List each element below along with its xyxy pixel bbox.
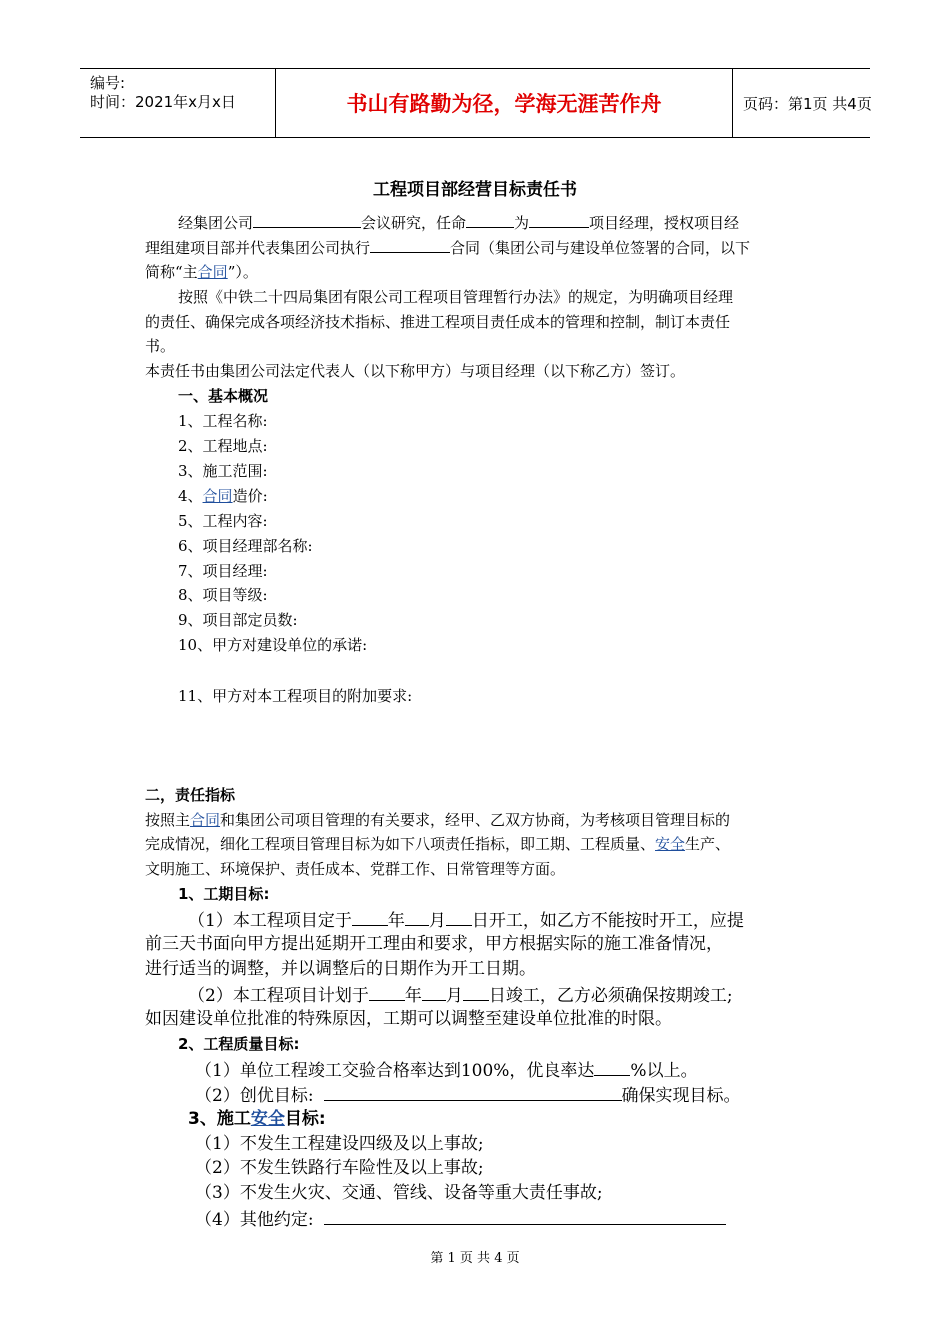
- page-header: [80, 68, 870, 138]
- document-title: 工程项目部经营目标责任书: [373, 180, 577, 200]
- section1-item: 3、施工范围:: [178, 462, 268, 480]
- blank-field[interactable]: [352, 908, 388, 926]
- safety-link[interactable]: 安全: [655, 835, 686, 853]
- section1-item: 10、甲方对建设单位的承诺:: [178, 636, 368, 654]
- quality-text: 确保实现目标。: [621, 1086, 741, 1106]
- blank-field[interactable]: [446, 908, 472, 926]
- quality-line-2: [195, 1083, 741, 1108]
- number-label: 编号:: [90, 74, 126, 92]
- blank-field[interactable]: [466, 212, 514, 228]
- section1-item: 7、项目经理:: [178, 562, 268, 580]
- schedule-line-2: 前三天书面向甲方提出延期开工理由和要求，甲方根据实际的施工准备情况，: [145, 934, 723, 954]
- blank-field[interactable]: [529, 212, 589, 228]
- blank-field[interactable]: [253, 212, 361, 228]
- quality-line-1: [195, 1058, 698, 1083]
- schedule-text: （2）本工程项目计划于: [188, 986, 369, 1006]
- blank-field[interactable]: [369, 983, 405, 1001]
- intro-line-3: [145, 262, 258, 282]
- intro-text: 为: [514, 214, 530, 232]
- schedule-text: 月: [428, 911, 446, 931]
- intro-p3: 本责任书由集团公司法定代表人（以下称甲方）与项目经理（以下称乙方）签订。: [145, 362, 686, 380]
- safety-text: 目标:: [284, 1109, 326, 1129]
- section2-line-1: [145, 810, 730, 830]
- safety-item: （1）不发生工程建设四级及以上事故;: [195, 1134, 484, 1154]
- schedule-text: 年: [387, 911, 405, 931]
- intro-text: 会议研究，任命: [361, 214, 467, 232]
- schedule-line-4: [188, 983, 733, 1008]
- quality-heading: 2、工程质量目标:: [178, 1035, 300, 1053]
- safety-item: （3）不发生火灾、交通、管线、设备等重大责任事故;: [195, 1183, 603, 1203]
- intro-line-2: [145, 237, 750, 258]
- section1-item: 1、工程名称:: [178, 412, 268, 430]
- intro-text: 项目经理，授权项目经: [589, 214, 740, 232]
- section2-text: 生产、: [685, 835, 731, 853]
- blank-field[interactable]: [422, 983, 446, 1001]
- section1-item: 5、工程内容:: [178, 512, 268, 530]
- section2-text: 按照主: [145, 811, 191, 829]
- time-label: 时间：2021年x月x日: [90, 93, 236, 111]
- contract-link[interactable]: 合同: [197, 263, 228, 281]
- intro-text: 理组建项目部并代表集团公司执行: [145, 239, 371, 257]
- safety-item-4: [195, 1207, 726, 1232]
- safety-item: （2）不发生铁路行车险性及以上事故;: [195, 1158, 484, 1178]
- section1-item: 11、甲方对本工程项目的附加要求:: [178, 687, 413, 705]
- quality-text: （2）创优目标:: [195, 1086, 314, 1106]
- intro-text: 简称“主: [145, 263, 198, 281]
- schedule-text: 日开工，如乙方不能按时开工，应提: [471, 911, 744, 931]
- item-text: 4、: [178, 487, 203, 505]
- safety-text: （4）其他约定:: [195, 1210, 314, 1230]
- schedule-line-3: 进行适当的调整，并以调整后的日期作为开工日期。: [145, 959, 536, 979]
- safety-heading: [188, 1108, 326, 1131]
- item-text: 造价:: [232, 487, 268, 505]
- blank-field[interactable]: [370, 237, 450, 253]
- contract-link[interactable]: 合同: [190, 811, 221, 829]
- section1-item: 2、工程地点:: [178, 437, 268, 455]
- section1-item-4: [178, 486, 268, 506]
- schedule-heading: 1、工期目标:: [178, 885, 270, 903]
- intro-p2-line-2: 的责任、确保完成各项经济技术指标、推进工程项目责任成本的管理和控制，制订本责任: [145, 313, 731, 331]
- blank-field[interactable]: [594, 1058, 630, 1076]
- section2-line-2: [145, 834, 730, 854]
- contract-link[interactable]: 合同: [202, 487, 233, 505]
- section1-heading: 一、基本概况: [178, 387, 269, 405]
- safety-link[interactable]: 安全: [250, 1109, 285, 1129]
- schedule-text: （1）本工程项目定于: [188, 911, 352, 931]
- page-footer: 第 1 页 共 4 页: [430, 1251, 520, 1266]
- section2-text: 完成情况，细化工程项目管理目标为如下八项责任指标，即工期、工程质量、: [145, 835, 656, 853]
- blank-field[interactable]: [324, 1083, 622, 1101]
- intro-text: 经集团公司: [178, 214, 254, 232]
- intro-p2-line-3: 书。: [145, 337, 176, 355]
- header-left-cell: [80, 69, 275, 137]
- section1-item: 9、项目部定员数:: [178, 611, 298, 629]
- quality-text: （1）单位工程竣工交验合格率达到100%，优良率达: [195, 1061, 595, 1081]
- intro-text: ”）。: [227, 263, 258, 281]
- blank-field[interactable]: [463, 983, 489, 1001]
- intro-p2-line-1: 按照《中铁二十四局集团有限公司工程项目管理暂行办法》的规定，为明确项目经理: [178, 288, 734, 306]
- blank-field[interactable]: [405, 908, 429, 926]
- section1-item: 6、项目经理部名称:: [178, 537, 313, 555]
- safety-text: 3、施工: [188, 1109, 251, 1129]
- quality-text: %以上。: [630, 1061, 698, 1081]
- schedule-line-5: 如因建设单位批准的特殊原因，工期可以调整至建设单位批准的时限。: [145, 1009, 672, 1029]
- page-label: 页码：第1页 共4页: [743, 94, 872, 113]
- schedule-text: 月: [445, 986, 463, 1006]
- schedule-line-1: [188, 908, 744, 933]
- intro-line-1: [178, 212, 739, 233]
- section1-item: 8、项目等级:: [178, 586, 268, 604]
- blank-field[interactable]: [324, 1207, 726, 1225]
- motto: 书山有路勤为径，学海无涯苦作舟: [275, 69, 733, 137]
- intro-text: 合同（集团公司与建设单位签署的合同，以下: [450, 239, 751, 257]
- section2-line-3: 文明施工、环境保护、责任成本、党群工作、日常管理等方面。: [145, 860, 566, 878]
- schedule-text: 日竣工，乙方必须确保按期竣工;: [488, 986, 733, 1006]
- schedule-text: 年: [404, 986, 422, 1006]
- section2-heading: 二，责任指标: [145, 786, 236, 804]
- section2-text: 和集团公司项目管理的有关要求，经甲、乙双方协商，为考核项目管理目标的: [220, 811, 731, 829]
